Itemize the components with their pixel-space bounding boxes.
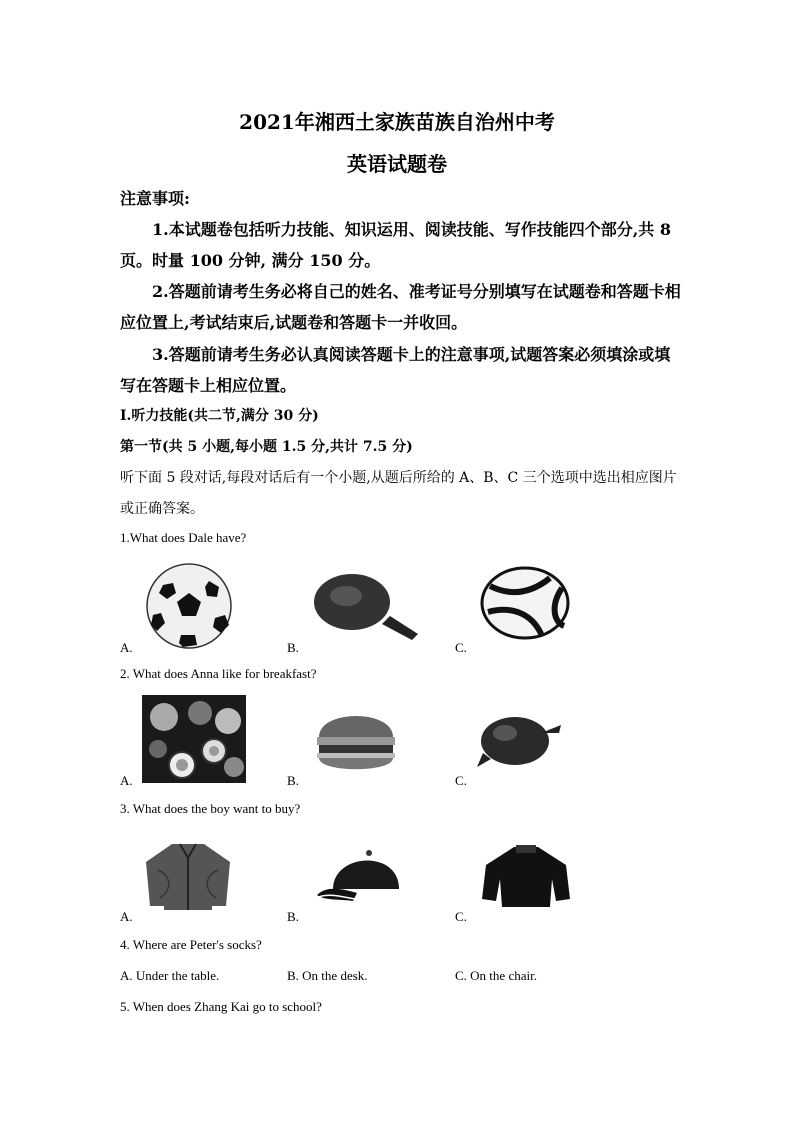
- jacket-photo: [142, 840, 234, 912]
- cap-photo: [313, 845, 403, 907]
- question-2-option-c[interactable]: C.: [455, 773, 467, 788]
- question-3-option-a[interactable]: A.: [120, 909, 133, 924]
- question-4-option-c[interactable]: C. On the chair.: [455, 968, 537, 983]
- notice-item-2-line-1: 2.答题前请考生务必将自己的姓名、准考证号分别填写在试题卷和答题卡相: [152, 282, 681, 301]
- volleyball-icon: [480, 566, 570, 640]
- fruit-photo: [142, 695, 246, 783]
- instruction-line-1: 听下面 5 段对话,每段对话后有一个小题,从题后所给的 A、B、C 三个选项中选出相应图片: [120, 470, 677, 486]
- question-1-option-b[interactable]: B.: [287, 640, 299, 655]
- question-5-text: 5. When does Zhang Kai go to school?: [120, 999, 322, 1014]
- question-1-option-a[interactable]: A.: [120, 640, 133, 655]
- question-1-option-c[interactable]: C.: [455, 640, 467, 655]
- question-3-text: 3. What does the boy want to buy?: [120, 801, 301, 816]
- question-2-option-b[interactable]: B.: [287, 773, 299, 788]
- section-heading: Ⅰ.听力技能(共二节,满分 30 分): [120, 408, 319, 424]
- question-2-text: 2. What does Anna like for breakfast?: [120, 666, 317, 681]
- part-heading: 第一节(共 5 小题,每小题 1.5 分,共计 7.5 分): [120, 439, 413, 455]
- notice-heading: 注意事项:: [120, 189, 190, 208]
- instruction-line-2: 或正确答案。: [120, 501, 204, 517]
- notice-item-3-line-2: 写在答题卡上相应位置。: [120, 376, 297, 395]
- question-2-option-a[interactable]: A.: [120, 773, 133, 788]
- page-title: 2021年湘西土家族苗族自治州中考: [239, 110, 555, 134]
- question-1-text: 1.What does Dale have?: [120, 530, 247, 545]
- hamburger-photo: [315, 705, 397, 777]
- notice-item-1-line-2: 页。时量 100 分钟, 满分 150 分。: [120, 251, 381, 270]
- question-3-option-c[interactable]: C.: [455, 909, 467, 924]
- question-3-option-b[interactable]: B.: [287, 909, 299, 924]
- ping-pong-paddle-icon: [312, 572, 420, 642]
- question-4-option-a[interactable]: A. Under the table.: [120, 968, 220, 983]
- question-4-option-b[interactable]: B. On the desk.: [287, 968, 368, 983]
- notice-item-1-line-1: 1.本试题卷包括听力技能、知识运用、阅读技能、写作技能四个部分,共 8: [152, 220, 671, 239]
- page-subtitle: 英语试题卷: [347, 152, 447, 176]
- roast-chicken-photo: [475, 703, 565, 773]
- question-4-text: 4. Where are Peter's socks?: [120, 937, 262, 952]
- sweater-photo: [480, 845, 572, 909]
- soccer-ball-icon: [143, 563, 235, 649]
- notice-item-3-line-1: 3.答题前请考生务必认真阅读答题卡上的注意事项,试题答案必须填涂或填: [152, 345, 671, 364]
- notice-item-2-line-2: 应位置上,考试结束后,试题卷和答题卡一并收回。: [120, 313, 468, 332]
